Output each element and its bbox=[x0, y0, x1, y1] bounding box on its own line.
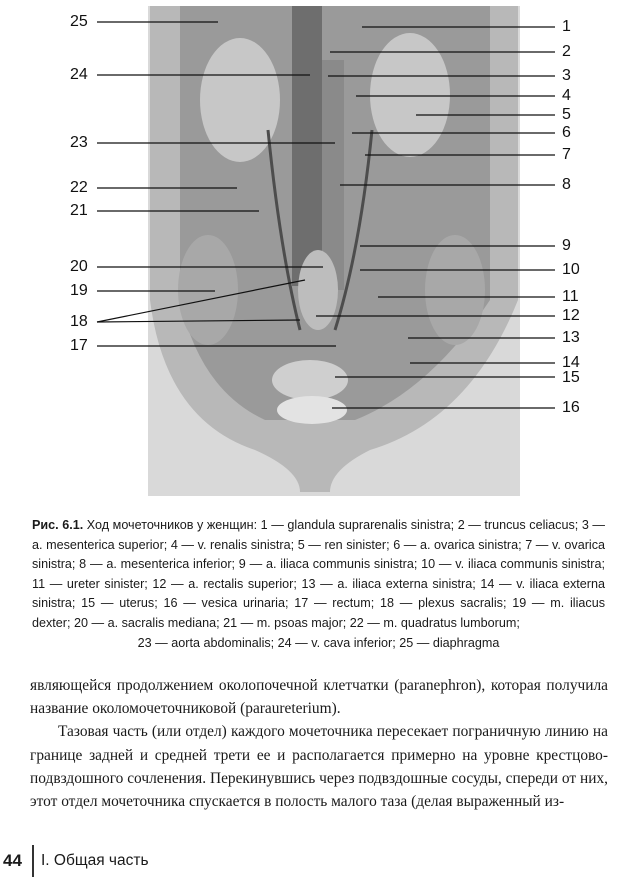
section-title: I. Общая часть bbox=[41, 852, 149, 869]
footer-divider bbox=[32, 845, 34, 877]
figure-label-13: 13 bbox=[562, 329, 580, 346]
figure-label-24: 24 bbox=[70, 66, 88, 83]
figure-label-23: 23 bbox=[70, 134, 88, 151]
caption-text: Ход мочеточников у женщин: 1 — glandula suprarenalis sinistra; 2 — truncus celiacus; 3 — a. mesenterica superior; 4 — v. renalis sinistra; 5 — ren sinister; 6 — a. ovarica sinistra; 7 — v. ovarica sinistra; 8 — a. mesenterica inferior; 9 — a. iliaca communis sinistra; 10 — v. iliaca communis sinistra; 11 — ureter sinister; 12 — a. rectalis superior; 13 — a. iliaca externa sinistra; 14 — v. iliaca externa sinistra; 15 — uterus; 16 — vesica urinaria; 17 — rectum; 18 — plexus sacralis; 19 — m. iliacus dexter; 20 — a. sacralis mediana; 21 — m. psoas major; 22 — m. quadratus lumborum; bbox=[32, 518, 605, 630]
figure-label-15: 15 bbox=[562, 369, 580, 386]
page-footer bbox=[3, 845, 303, 877]
paragraph-1: являющейся продолжением околопочечной клетчатки (paranephron), которая получила название околомочеточниковой (paraureterium). bbox=[30, 677, 608, 718]
figure-label-21: 21 bbox=[70, 202, 88, 219]
figure-label-20: 20 bbox=[70, 258, 88, 275]
figure-label-11: 11 bbox=[562, 288, 579, 305]
figure-label-19: 19 bbox=[70, 282, 88, 299]
figure-label-2: 2 bbox=[562, 43, 571, 60]
figure-label-18: 18 bbox=[70, 313, 88, 330]
figure-caption bbox=[32, 516, 605, 653]
figure-label-4: 4 bbox=[562, 87, 571, 104]
figure-label-7: 7 bbox=[562, 146, 571, 163]
figure-label-17: 17 bbox=[70, 337, 88, 354]
figure-label-6: 6 bbox=[562, 124, 571, 141]
figure-label-1: 1 bbox=[562, 18, 571, 35]
figure-label-9: 9 bbox=[562, 237, 571, 254]
figure-label-16: 16 bbox=[562, 399, 580, 416]
page-number: 44 bbox=[3, 851, 22, 870]
figure-label-8: 8 bbox=[562, 176, 571, 193]
figure-label-10: 10 bbox=[562, 261, 580, 278]
figure-label-5: 5 bbox=[562, 106, 571, 123]
figure-label-12: 12 bbox=[562, 307, 580, 324]
figure-label-3: 3 bbox=[562, 67, 571, 84]
paragraph-2: Тазовая часть (или отдел) каждого мочеточника пересекает пограничную линию на границе задней и средней трети ее и располагается примерно на уровне крестцово-подвздошного сочленения. Перекинувшись через подвздошные сосуды, спереди от них, этот отдел мочеточника спускается в полость малого таза (делая выраженный из- bbox=[30, 723, 608, 811]
body-text bbox=[30, 674, 608, 813]
figure-label-25: 25 bbox=[70, 13, 88, 30]
caption-last-line: 23 — aorta abdominalis; 24 — v. cava inferior; 25 — diaphragma bbox=[137, 635, 500, 650]
figure-label-22: 22 bbox=[70, 179, 88, 196]
caption-label: Рис. 6.1. bbox=[32, 518, 84, 532]
figure-label-14: 14 bbox=[562, 354, 580, 371]
